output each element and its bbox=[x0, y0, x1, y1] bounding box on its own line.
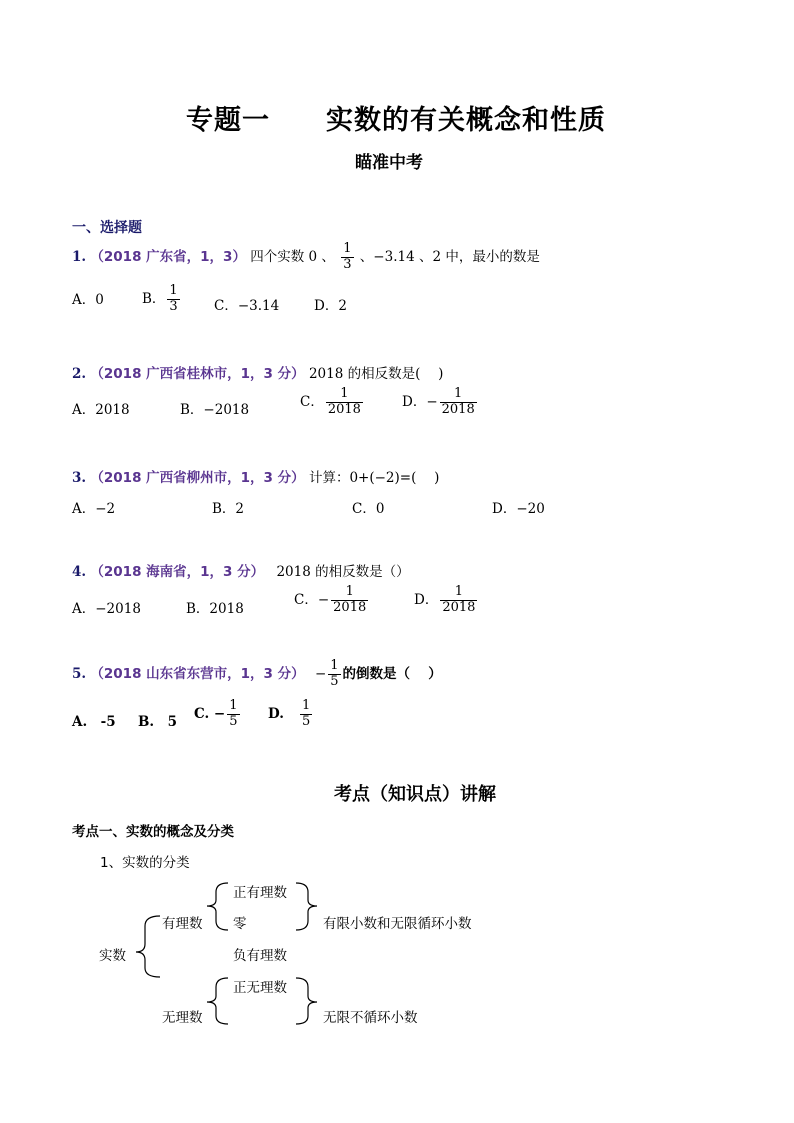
section-heading: 一、选择题 bbox=[72, 220, 142, 236]
option-c: C．0 bbox=[352, 501, 385, 517]
fraction: $\frac{1}{2018}$ bbox=[327, 386, 361, 417]
node-pos-rational: 正有理数 bbox=[233, 885, 287, 901]
option-c: C． $\frac{1}{2018}$ bbox=[300, 386, 361, 417]
option-d: D．− $\frac{1}{2018}$ bbox=[402, 386, 475, 417]
fraction: $\frac{1}{5}$ bbox=[229, 698, 238, 729]
knowledge-item-1: 1、实数的分类 bbox=[100, 855, 190, 871]
question-stem: − bbox=[314, 665, 327, 682]
option-a: A．−2018 bbox=[72, 601, 141, 617]
question-stem: 2018 的相反数是（） bbox=[276, 564, 410, 580]
node-rational-desc: 有限小数和无限循环小数 bbox=[323, 916, 472, 932]
knowledge-point-1: 考点一、实数的概念及分类 bbox=[72, 824, 234, 840]
option-b: B．2 bbox=[212, 501, 245, 517]
option-d: D． $\frac{1}{2018}$ bbox=[414, 584, 476, 615]
question-source: （2018 广西省柳州市，1，3 分） bbox=[90, 470, 305, 486]
node-neg-rational: 负有理数 bbox=[233, 948, 287, 964]
question-source: （2018 广东省，1，3） bbox=[90, 248, 246, 265]
node-zero: 零 bbox=[233, 916, 247, 932]
question-number: 5. bbox=[72, 665, 87, 682]
option-b: B．2018 bbox=[186, 601, 244, 617]
option-b: B． $\frac{1}{3}$ bbox=[142, 283, 178, 314]
fraction: $\frac{1}{2018}$ bbox=[333, 584, 367, 615]
node-irrational: 无理数 bbox=[162, 1010, 203, 1026]
page-subtitle: 瞄准中考 bbox=[355, 153, 423, 173]
brace-irrational-right bbox=[296, 978, 317, 1024]
node-pos-irrational: 正无理数 bbox=[233, 980, 287, 996]
question-source: （2018 海南省，1，3 分） bbox=[90, 564, 265, 580]
brace-real bbox=[136, 916, 160, 977]
option-d: D. $\frac{1}{5}$ bbox=[268, 698, 311, 729]
question-source: （2018 广西省桂林市，1，3 分） bbox=[90, 366, 305, 382]
question-number: 1. bbox=[72, 248, 87, 265]
fraction: $\frac{1}{3}$ bbox=[169, 283, 178, 314]
fraction: $\frac{1}{2018}$ bbox=[442, 584, 476, 615]
question-stem: 计算：0+(−2)=( ) bbox=[308, 470, 440, 486]
option-a: A. -5 bbox=[72, 714, 116, 730]
question-stem-tail: 、−3.14 、2 中，最小的数是 bbox=[359, 248, 540, 265]
option-c: C. − $\frac{1}{5}$ bbox=[194, 698, 238, 729]
question-stem: 2018 的相反数是( ) bbox=[308, 366, 444, 382]
fraction: $\frac{1}{3}$ bbox=[343, 241, 352, 272]
brace-irrational-left bbox=[207, 978, 228, 1024]
node-irrational-desc: 无限不循环小数 bbox=[323, 1010, 418, 1026]
option-d: D．2 bbox=[314, 298, 347, 314]
fraction: $\frac{1}{2018}$ bbox=[441, 386, 475, 417]
option-d: D．−20 bbox=[492, 501, 545, 517]
option-a: A．2018 bbox=[72, 402, 130, 418]
brace-rational-right bbox=[296, 883, 317, 930]
brace-rational-left bbox=[207, 883, 228, 930]
question-number: 2. bbox=[72, 366, 87, 382]
option-c: C．−3.14 bbox=[214, 298, 280, 314]
option-b: B．−2018 bbox=[180, 402, 250, 418]
fraction: $\frac{1}{5}$ bbox=[301, 698, 311, 729]
fraction: $\frac{1}{5}$ bbox=[330, 658, 339, 689]
option-a: A．0 bbox=[72, 292, 104, 308]
node-real-number: 实数 bbox=[99, 948, 126, 964]
question-number: 3. bbox=[72, 470, 87, 486]
page-title: 专题一 实数的有关概念和性质 bbox=[186, 105, 606, 136]
knowledge-title: 考点（知识点）讲解 bbox=[334, 784, 496, 805]
option-b: B. 5 bbox=[138, 714, 178, 730]
node-rational: 有理数 bbox=[162, 916, 203, 932]
option-c: C．− $\frac{1}{2018}$ bbox=[294, 584, 367, 615]
option-a: A．−2 bbox=[72, 501, 116, 517]
question-stem-tail: 的倒数是（ ） bbox=[342, 665, 442, 682]
question-source: （2018 山东省东营市，1，3 分） bbox=[90, 665, 305, 682]
question-number: 4. bbox=[72, 564, 87, 580]
question-stem: 四个实数 0 、 bbox=[250, 248, 335, 265]
